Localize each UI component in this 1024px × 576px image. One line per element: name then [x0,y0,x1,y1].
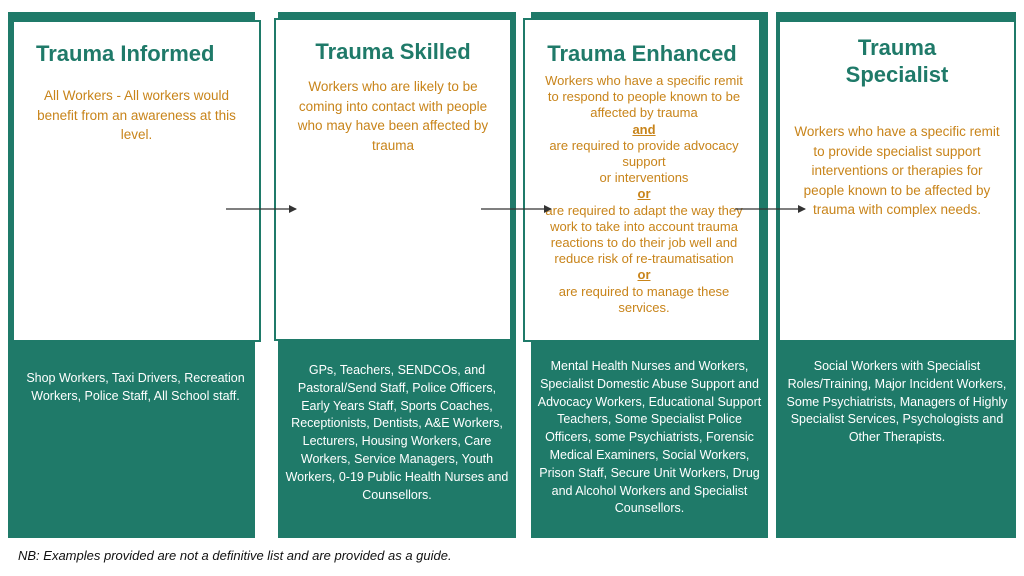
level-description: Workers who have a specific remit to provide specialist support interventions or therapies for people known to be affected by trauma with complex needs. [794,124,1000,217]
description-connector: and [632,121,656,137]
level-box-specialist [778,20,1016,342]
description-line: Workers who have a specific remit to respond to people known to be affected by trauma [545,73,743,121]
column-trauma-informed [8,12,255,538]
level-description [541,73,747,316]
level-examples: GPs, Teachers, SENDCOs, and Pastoral/Send Staff, Police Officers, Early Years Staff, Sports Coaches, Receptionists, Dentists, A&E Workers, Lecturers, Housing Workers, Care Workers, Service Managers, Youth Workers, 0-19 Public Health Nurses and Counsellors. [285,363,509,502]
level-examples: Shop Workers, Taxi Drivers, Recreation Workers, Police Staff, All School staff. [26,371,245,403]
description-line: are required to adapt the way they work to take into account trauma reactions to do their job well and reduce risk of re-traumatisation [545,202,743,267]
level-title: Trauma Informed [36,41,215,66]
level-examples: Mental Health Nurses and Workers, Specialist Domestic Abuse Support and Advocacy Workers, Educational Support Teachers, Some Specialist Police Officers, some Psychiatrists, Forensic Medical Examiners, Social Workers, Prison Staff, Secure Unit Workers, Drug and Alcohol Workers and Specialist Counsellors. [537,359,762,516]
description-line: or interventions [599,170,689,186]
level-description: Workers who are likely to be coming into contact with people who may have been affected by trauma [297,79,489,153]
level-description: All Workers - All workers would benefit from an awareness at this level. [37,88,236,142]
column-trauma-skilled [278,12,516,538]
footnote: NB: Examples provided are not a definitive list and are provided as a guide. [18,548,452,563]
level-title: Trauma Specialist [845,35,949,87]
level-box-skilled [274,18,512,341]
level-title: Trauma Enhanced [547,41,737,66]
column-trauma-enhanced [531,12,768,538]
description-line: are required to manage these services. [558,283,730,315]
description-connector: or [637,186,651,202]
level-title: Trauma Skilled [315,39,471,64]
level-box-informed [12,20,261,342]
column-trauma-specialist [776,12,1016,538]
level-box-enhanced [523,18,761,342]
description-connector: or [637,267,651,283]
description-line: are required to provide advocacy support [549,137,739,170]
level-examples: Social Workers with Specialist Roles/Training, Major Incident Workers, Some Psychiatrists, Managers of Highly Specialist Services, Psychologists and Other Therapists. [786,359,1008,445]
